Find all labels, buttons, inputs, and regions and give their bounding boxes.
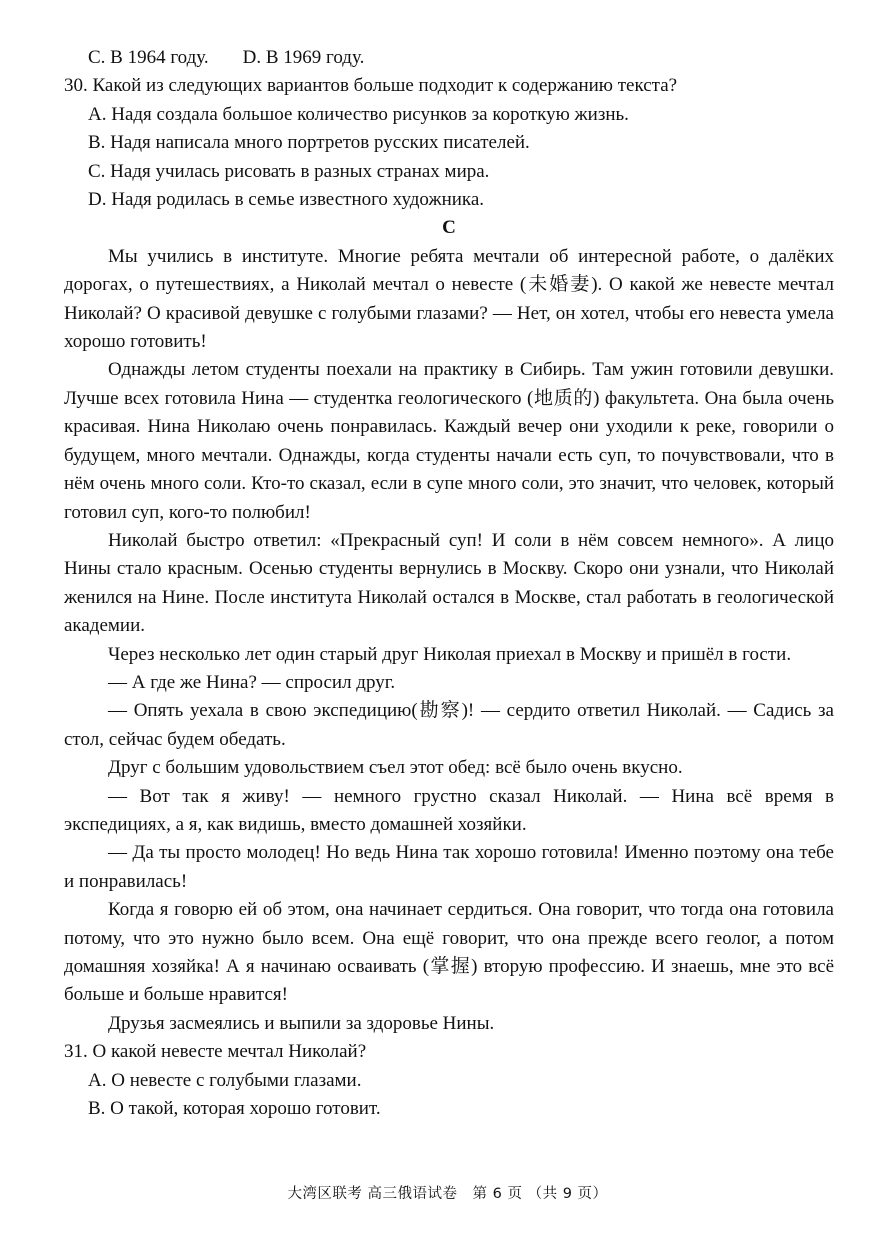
passage-paragraph-3: Николай быстро ответил: «Прекрасный суп! И соли в нём совсем немного». А лицо Нины стало красным. Осенью студенты вернулись в Москву. Скоро они узнали, что Николай женился на Нине. После института Николай остался в Москве, стал работать в геологической академии.	[64, 529, 834, 637]
q29-option-c: C. В 1964 году.	[88, 47, 209, 68]
passage-paragraph-10: Когда я говорю ей об этом, она начинает сердиться. Она говорит, что тогда она готовила потому, что это нужно было всем. Она ещё говорит, что она прежде всего геолог, а потом домашняя хозяйка! А я начинаю осваивать (掌握) вторую профессию. И знаешь, мне это всё больше и больше нравится!	[64, 899, 834, 1006]
q29-options-cd	[64, 44, 834, 72]
page-content	[64, 44, 834, 1123]
q30-question: 30. Какой из следующих вариантов больше подходит к содержанию текста?	[64, 75, 678, 97]
q31-option-b: B. О такой, которая хорошо готовит.	[88, 1098, 381, 1120]
q29-option-d: D. В 1969 году.	[242, 47, 365, 68]
passage-paragraph-1: Мы учились в институте. Многие ребята мечтали об интересной работе, о далёких дорогах, о путешествиях, а Николай мечтал о невесте (未婚妻). О какой же невесте мечтал Николай? О красивой девушке с голубыми глазами? — Нет, он хотел, чтобы его невеста умела хорошо готовить!	[64, 245, 834, 353]
q30-option-d: D. Надя родилась в семье известного художника.	[88, 189, 485, 211]
passage-paragraph-8: — Вот так я живу! — немного грустно сказал Николай. — Нина всё время в экспедициях, а я, как видишь, вместо домашней хозяйки.	[64, 785, 834, 835]
passage-paragraph-4: Через несколько лет один старый друг Николая приехал в Москву и пришёл в гости.	[108, 643, 792, 665]
q30-option-c: C. Надя училась рисовать в разных странах мира.	[88, 160, 490, 182]
passage-paragraph-6: — Опять уехала в свою экспедицию(勘察)! — сердито ответил Николай. — Садись за стол, сейчас будем обедать.	[64, 700, 834, 750]
passage-paragraph-5: — А где же Нина? — спросил друг.	[108, 671, 396, 693]
q30-option-b: B. Надя написала много портретов русских писателей.	[88, 132, 530, 154]
passage-paragraph-11: Друзья засмеялись и выпили за здоровье Нины.	[108, 1012, 495, 1034]
passage-paragraph-9: — Да ты просто молодец! Но ведь Нина так хорошо готовила! Именно поэтому она тебе и понравилась!	[64, 842, 834, 892]
page-footer: 大湾区联考 高三俄语试卷 第 6 页 （共 9 页）	[287, 1186, 608, 1202]
q31-option-a: A. О невесте с голубыми глазами.	[88, 1069, 362, 1091]
q30-option-a: A. Надя создала большое количество рисунков за короткую жизнь.	[88, 103, 629, 125]
passage-paragraph-2: Однажды летом студенты поехали на практику в Сибирь. Там ужин готовили девушки. Лучше всех готовила Нина — студентка геологического (地质的) факультета. Она была очень красивая. Нина Николаю очень понравилась. Каждый вечер они уходили к реке, говорили о будущем, много мечтали. Однажды, когда студенты начали есть суп, то почувствовали, что в нём очень много соли. Кто-то сказал, если в супе много соли, это значит, что человек, который готовил суп, кого-то полюбил!	[64, 359, 834, 523]
passage-paragraph-7: Друг с большим удовольствием съел этот обед: всё было очень вкусно.	[108, 757, 683, 779]
q31-question: 31. О какой невесте мечтал Николай?	[64, 1041, 367, 1063]
section-letter: C	[442, 217, 456, 239]
